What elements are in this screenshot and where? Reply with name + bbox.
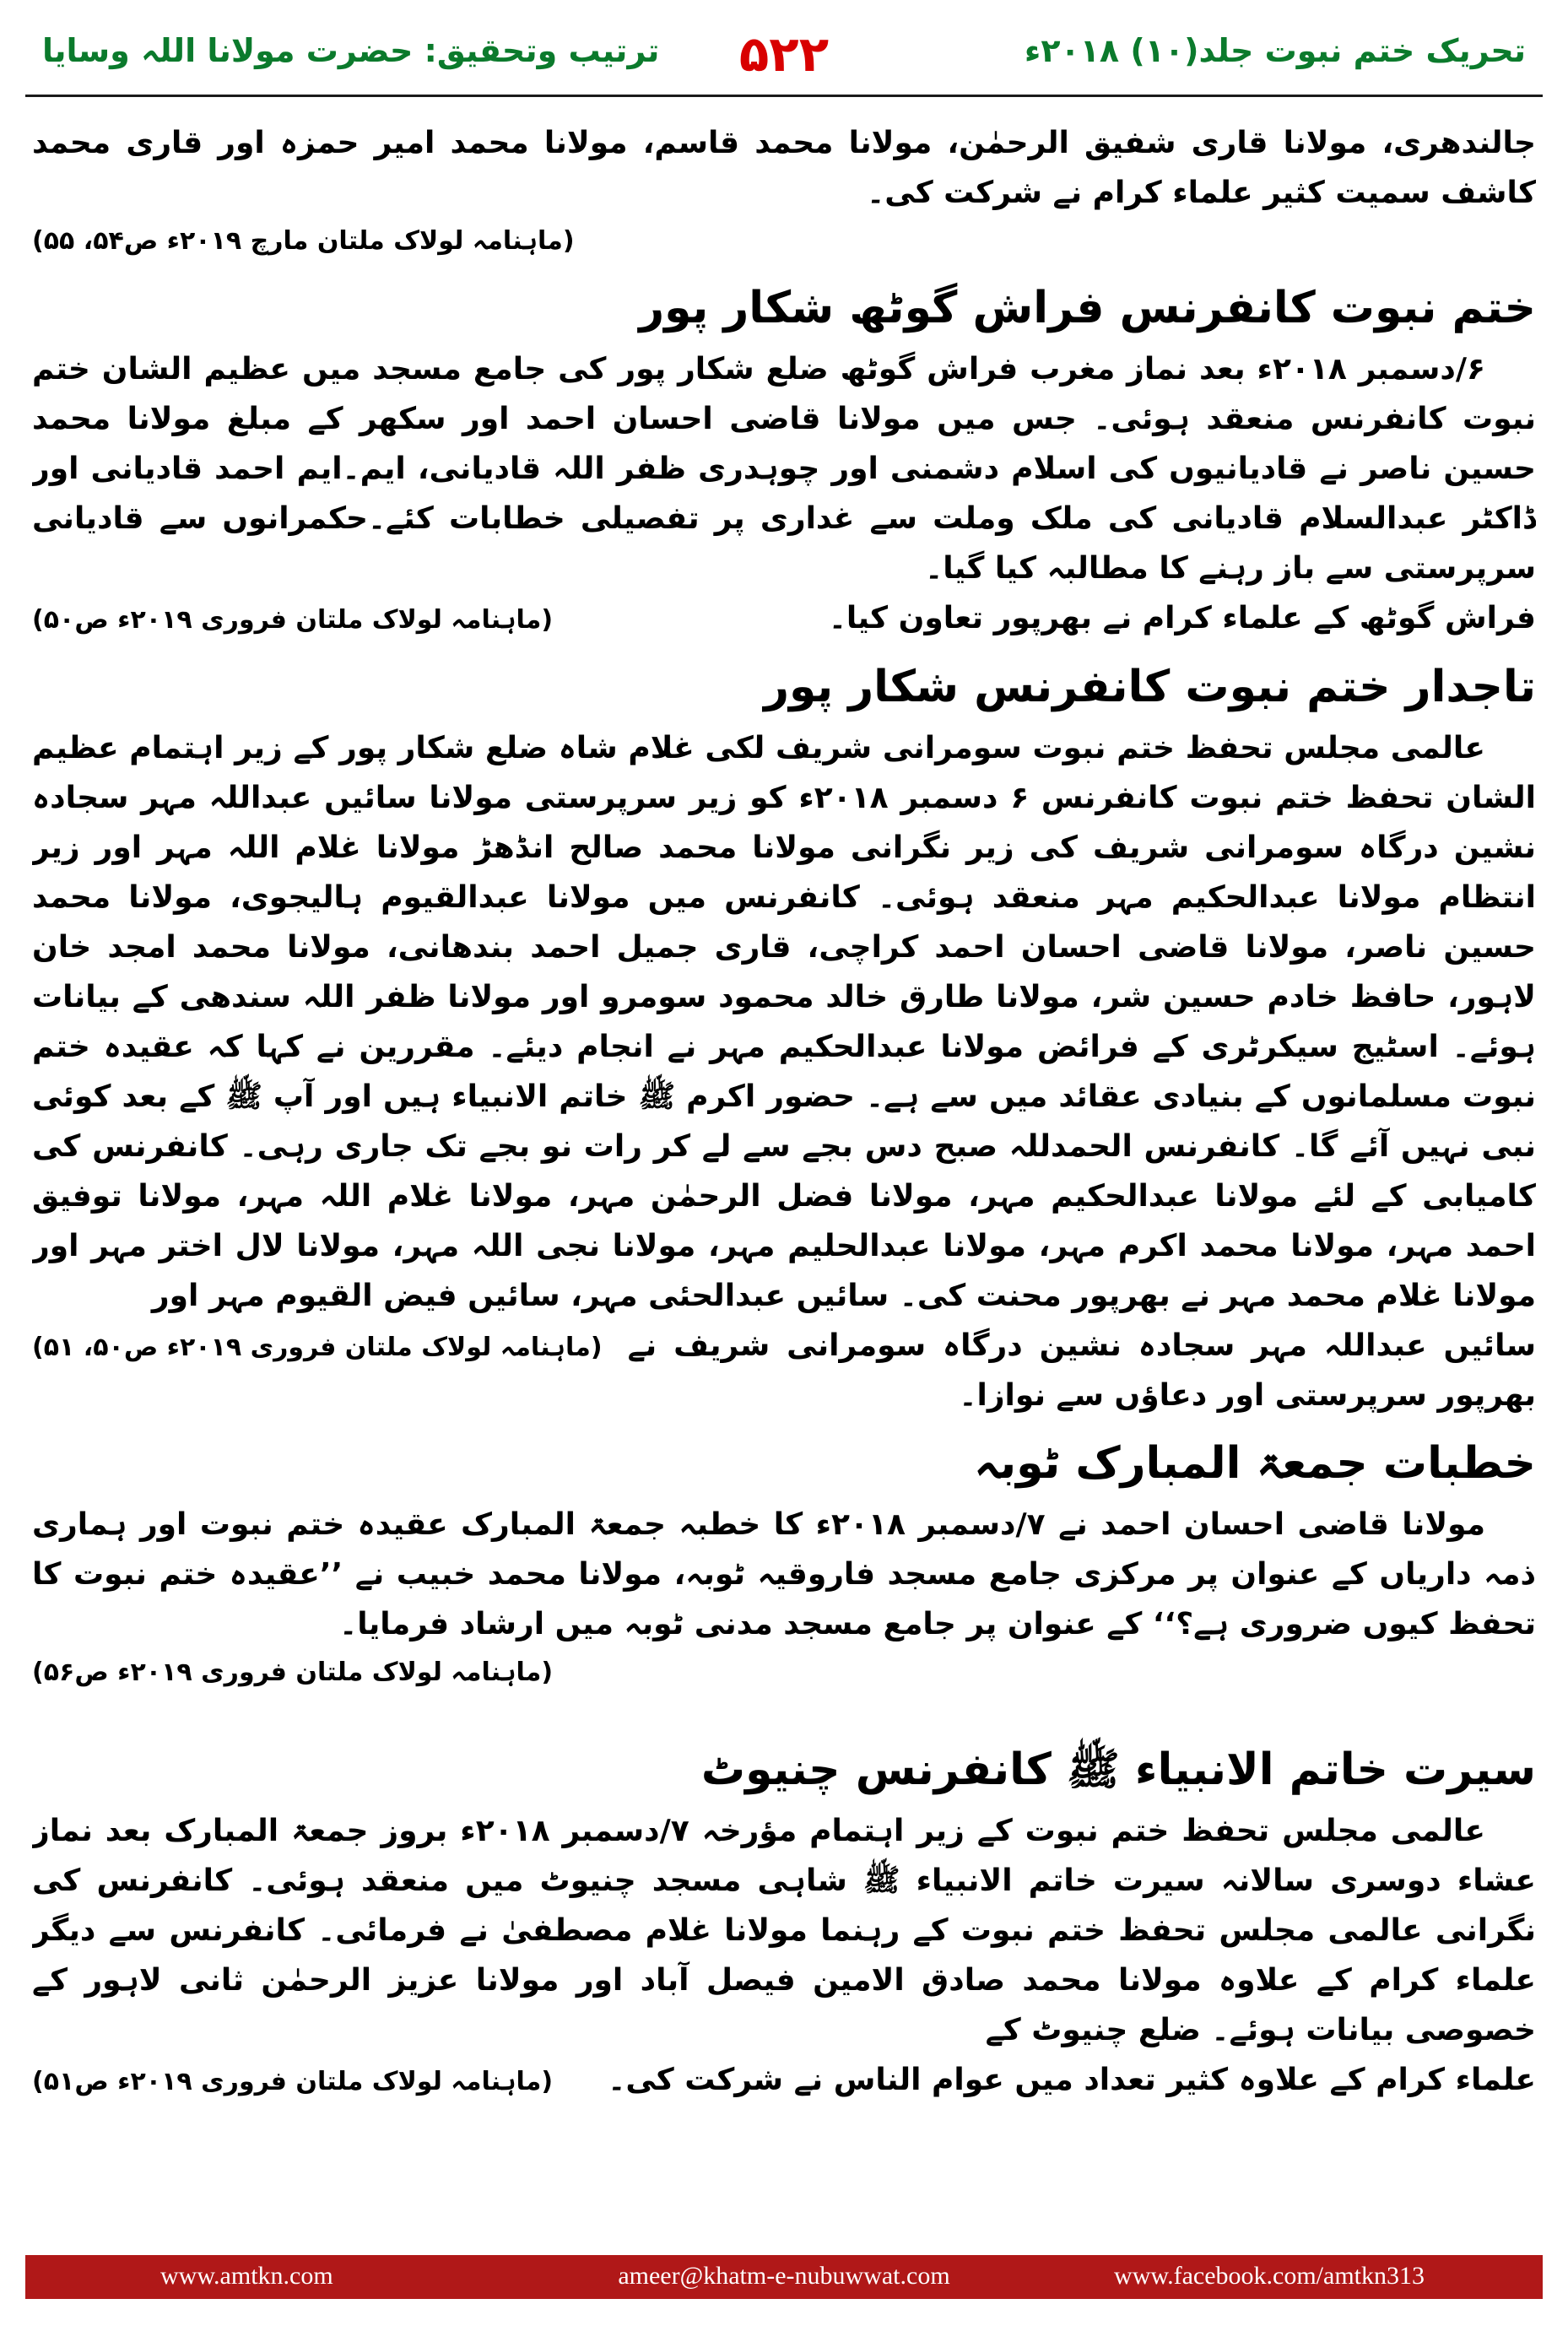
closing-line — [32, 1321, 1536, 1420]
facebook-link[interactable]: www.facebook.com/amtkn313 — [1114, 2262, 1425, 2290]
section-last-line: سائیں عبداللہ مہر سجادہ نشین درگاہ سومرانی شریف نے بھرپور سرپرستی اور دعاؤں سے نوازا۔ — [627, 1328, 1536, 1413]
section-heading: سیرت خاتم الانبیاء ﷺ کانفرنس چنیوٹ — [700, 1744, 1536, 1795]
email-link[interactable]: ameer@khatm-e-nubuwwat.com — [618, 2262, 950, 2290]
closing-line — [32, 593, 1536, 644]
section-body: ۶/دسمبر ۲۰۱۸ء بعد نماز مغرب فراش گوٹھ ضلع شکار پور کی جامع مسجد میں عظیم الشان ختم نبوت کانفرنس منعقد ہوئی۔ جس میں مولانا قاضی احسان احمد اور سکھر کے مبلغ مولانا محمد حسین ناصر نے قادیانیوں کی اسلام دشمنی اور چوہدری ظفر اللہ قادیانی، ایم۔ایم احمد قادیانی اور ڈاکٹر عبدالسلام قادیانی کی ملک وملت سے غداری پر تفصیلی خطابات کئے۔حکمرانوں سے قادیانی سرپرستی سے باز رہنے کا مطالبہ کیا گیا۔ — [32, 352, 1536, 586]
website-link[interactable]: www.amtkn.com — [160, 2262, 333, 2290]
reference-citation: (ماہنامہ لولاک ملتان فروری ۲۰۱۹ء ص۵۰) — [32, 605, 554, 635]
section-heading: ختم نبوت کانفرنس فراش گوٹھ شکار پور — [639, 283, 1536, 333]
section-last-line: علماء کرام کے علاوہ کثیر تعداد میں عوام الناس نے شرکت کی۔ — [608, 2063, 1536, 2097]
book-title: تحریک ختم نبوت جلد(۱۰) ۲۰۱۸ء — [1024, 32, 1526, 69]
continuation-paragraph: جالندھری، مولانا قاری شفیق الرحمٰن، مولانا محمد قاسم، مولانا محمد امیر حمزہ اور قاری محمد کاشف سمیت کثیر علماء کرام نے شرکت کی۔ — [32, 126, 1536, 210]
page-content — [32, 118, 1536, 2211]
reference-citation: (ماہنامہ لولاک ملتان فروری ۲۰۱۹ء ص۵۶) — [32, 1658, 554, 1687]
header-divider — [25, 95, 1543, 97]
page-number: ۵۲۲ — [738, 25, 830, 83]
compiler-credit: ترتیب وتحقیق: حضرت مولانا اللہ وسایا — [42, 32, 660, 69]
page-footer — [25, 2255, 1543, 2299]
section-spacer — [32, 1696, 1536, 1727]
reference-citation: (ماہنامہ لولاک ملتان فروری ۲۰۱۹ء ص۵۰، ۵۱) — [32, 1333, 603, 1362]
closing-line — [32, 2055, 1536, 2106]
reference-citation: (ماہنامہ لولاک ملتان فروری ۲۰۱۹ء ص۵۱) — [32, 2067, 554, 2096]
section-last-line: فراش گوٹھ کے علماء کرام نے بھرپور تعاون کیا۔ — [828, 601, 1536, 636]
reference-citation: (ماہنامہ لولاک ملتان مارچ ۲۰۱۹ء ص۵۴، ۵۵) — [32, 226, 575, 256]
section-body: عالمی مجلس تحفظ ختم نبوت کے زیر اہتمام مؤرخہ ۷/دسمبر ۲۰۱۸ء بروز جمعۃ المبارک بعد نماز عشاء دوسری سالانہ سیرت خاتم الانبیاء ﷺ شاہی مسجد چنیوٹ میں منعقد ہوئی۔ کانفرنس کی نگرانی عالمی مجلس تحفظ ختم نبوت کے رہنما مولانا غلام مصطفیٰ نے فرمائی۔ کانفرنس سے دیگر علماء کرام کے علاوہ مولانا محمد صادق الامین فیصل آباد اور مولانا عزیز الرحمٰن ثانی لاہور کے خصوصی بیانات ہوئے۔ ضلع چنیوٹ کے — [32, 1814, 1536, 2047]
page-header — [25, 25, 1543, 84]
section-body: مولانا قاضی احسان احمد نے ۷/دسمبر ۲۰۱۸ء کا خطبہ جمعۃ المبارک عقیدہ ختم نبوت اور ہماری ذمہ داریاں کے عنوان پر مرکزی جامع مسجد فاروقیہ ٹوبہ، مولانا محمد خبیب نے ’’عقیدہ ختم نبوت کا تحفظ کیوں ضروری ہے؟‘‘ کے عنوان پر جامع مسجد مدنی ٹوبہ میں ارشاد فرمایا۔ — [32, 1507, 1536, 1642]
section-body: عالمی مجلس تحفظ ختم نبوت سومرانی شریف لکی غلام شاہ ضلع شکار پور کے زیر اہتمام عظیم الشان تحفظ ختم نبوت کانفرنس ۶ دسمبر ۲۰۱۸ء کو زیر سرپرستی مولانا سائیں عبداللہ مہر سجادہ نشین درگاہ سومرانی شریف کی زیر نگرانی مولانا محمد صالح انڈھڑ مولانا غلام اللہ مہر اور زیر انتظام مولانا عبدالحکیم مہر منعقد ہوئی۔ کانفرنس میں مولانا عبدالقیوم ہالیجوی، مولانا محمد حسین ناصر، مولانا قاضی احسان احمد کراچی، قاری جمیل احمد بندھانی، مولانا محمد امجد خان لاہور، حافظ خادم حسین شر، مولانا طارق خالد محمود سومرو اور مولانا ظفر اللہ سندھی کے بیانات ہوئے۔ اسٹیج سیکرٹری کے فرائض مولانا عبدالحکیم مہر نے انجام دیئے۔ مقررین نے کہا کہ عقیدہ ختم نبوت مسلمانوں کے بنیادی عقائد میں سے ہے۔ حضور اکرم ﷺ خاتم الانبیاء ہیں اور آپ ﷺ کے بعد کوئی نبی نہیں آئے گا۔ کانفرنس الحمدللہ صبح دس بجے سے لے کر رات نو بجے تک جاری رہی۔ کانفرنس کی کامیابی کے لئے مولانا عبدالحکیم مہر، مولانا فضل الرحمٰن مہر، مولانا غلام اللہ مہر، مولانا توفیق احمد مہر، مولانا محمد اکرم مہر، مولانا عبدالحلیم مہر، مولانا نجی اللہ مہر، مولانا لال اختر مہر اور مولانا غلام محمد مہر نے بھرپور محنت کی۔ سائیں عبدالحئی مہر، سائیں فیض القیوم مہر اور — [32, 731, 1536, 1313]
section-heading: خطبات جمعۃ المبارک ٹوبہ — [974, 1438, 1536, 1489]
section-heading: تاجدار ختم نبوت کانفرنس شکار پور — [764, 662, 1536, 712]
